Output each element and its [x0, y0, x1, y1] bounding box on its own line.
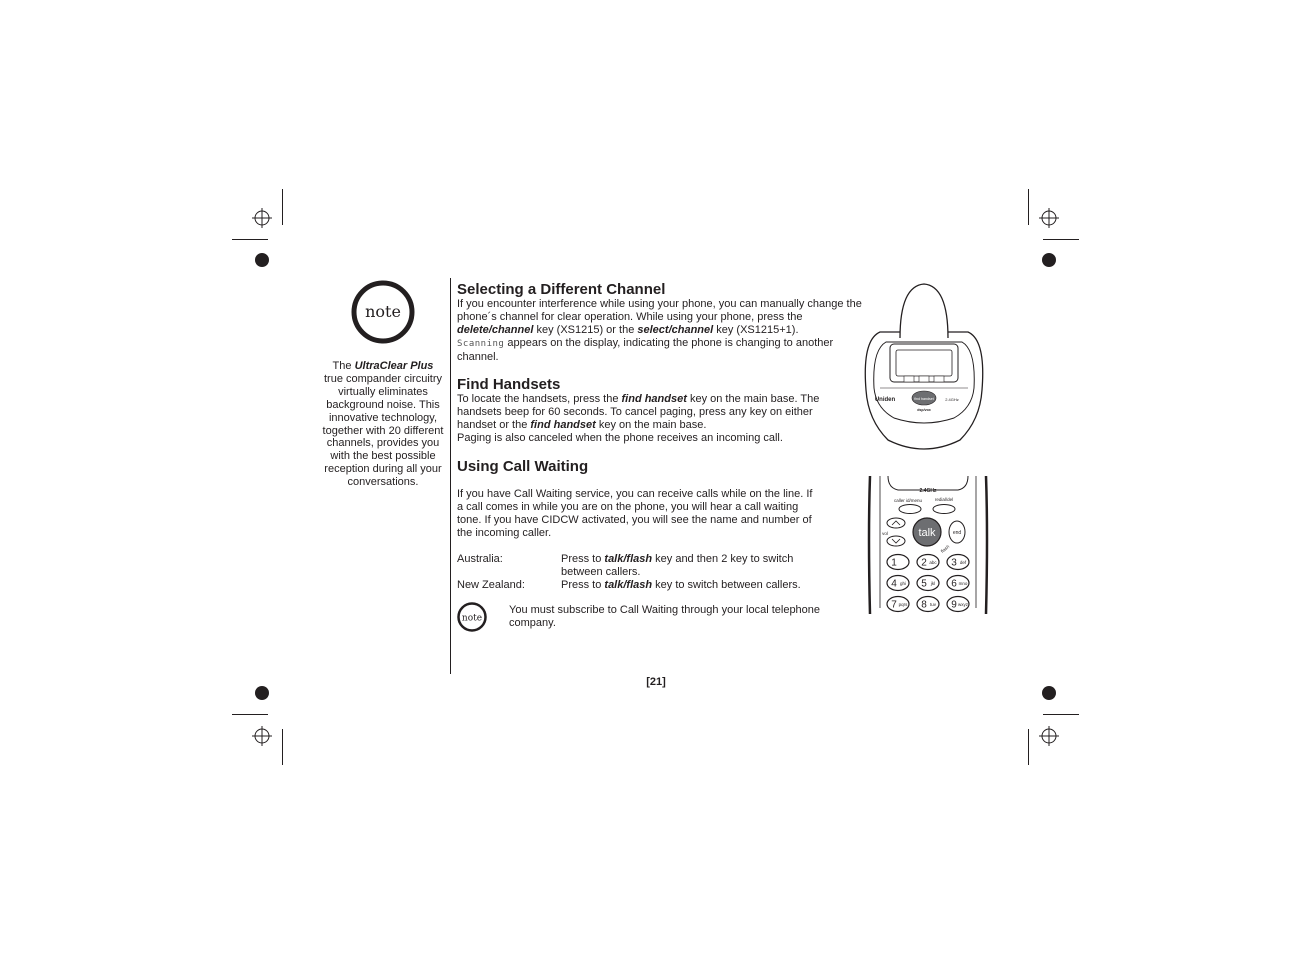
- call-waiting-intro: If you have Call Waiting service, you can receive calls while on the line. If a call comes in while you are on the phone, you will hear a call waiting tone. If you have CIDCW activated, you will see the name and number of the incoming caller.: [457, 488, 813, 539]
- column-divider: [450, 278, 451, 674]
- side-note-text: The UltraClear Plus true compander circuitry virtually eliminates background noise. This innovative technology, together with 20 different channels, provides you with the best possible reception during all your conversations.: [322, 360, 444, 489]
- country-label: Australia:: [457, 553, 503, 565]
- handset-illustration: [866, 474, 990, 616]
- registration-dot: [1042, 253, 1056, 267]
- keypad-key-letters: ghi: [899, 581, 907, 586]
- talk-key: talk: [918, 527, 936, 539]
- registration-dot: [255, 686, 269, 700]
- keypad-key-letters: def: [959, 560, 967, 565]
- keypad-key-digit: 7: [891, 599, 897, 611]
- heading-call-waiting: Using Call Waiting: [457, 458, 589, 475]
- registration-dot: [1042, 686, 1056, 700]
- crop-mark: [232, 239, 268, 240]
- keypad-key-digit: 3: [951, 557, 957, 569]
- registration-mark-icon: [1039, 208, 1059, 228]
- keypad-key-letters: pqrs: [898, 602, 908, 607]
- keypad-key-digit: 6: [951, 578, 957, 590]
- keypad-key-letters: wxyz: [958, 602, 968, 607]
- crop-mark: [282, 189, 283, 225]
- keypad-key-digit: 9: [951, 599, 957, 611]
- keypad-key-letters: abc: [929, 560, 937, 565]
- keypad-key-digit: 5: [921, 578, 927, 590]
- crop-mark: [1028, 189, 1029, 225]
- note-icon: [350, 279, 416, 345]
- lcd-display-text: Scanning: [457, 338, 505, 349]
- country-instruction: Press to talk/flash key to switch between callers.: [561, 579, 801, 591]
- country-instruction: Press to talk/flash key and then 2 key to switch between callers.: [561, 553, 794, 578]
- flash-label: flash: [939, 543, 951, 554]
- redial-key-label: redial/del: [934, 497, 954, 502]
- keypad: [887, 555, 969, 612]
- find-handsets-paragraph: To locate the handsets, press the find handset key on the main base. The handsets beep for 60 seconds. To cancel paging, press any key on either handset or the find handset key on the main base. Paging is also canceled when the phone receives an incoming call.: [457, 393, 820, 444]
- end-key-label: end: [952, 530, 962, 536]
- crop-mark: [282, 729, 283, 765]
- base-station-illustration: [860, 280, 988, 454]
- note-icon: [456, 601, 488, 633]
- registration-mark-icon: [252, 208, 272, 228]
- crop-mark: [1043, 714, 1079, 715]
- frequency-label: 2.4GHz: [919, 488, 937, 494]
- callerid-key-label: caller id/menu: [893, 498, 923, 503]
- keypad-key-digit: 1: [891, 557, 897, 569]
- registration-dot: [255, 253, 269, 267]
- keypad-key-digit: 4: [891, 578, 897, 590]
- heading-select-channel: Selecting a Different Channel: [457, 281, 666, 298]
- keypad-key-digit: 2: [921, 557, 927, 569]
- crop-mark: [1043, 239, 1079, 240]
- brand-logo: Uniden: [874, 397, 896, 403]
- subscription-note: You must subscribe to Call Waiting through your local telephone company.: [509, 604, 821, 629]
- vol-label: vol: [882, 531, 888, 536]
- keypad-key-letters: tuv: [929, 602, 937, 607]
- brand-name: UltraClear Plus: [354, 360, 434, 372]
- keypad-key-digit: 8: [921, 599, 927, 611]
- note-icon-label: note: [461, 613, 483, 624]
- country-label: New Zealand:: [457, 579, 525, 591]
- crop-mark: [1028, 729, 1029, 765]
- page-number: [21]: [646, 676, 666, 688]
- registration-mark-icon: [1039, 726, 1059, 746]
- find-handset-button: find handset: [914, 397, 934, 401]
- frequency-label: 2.4GHz: [945, 397, 959, 402]
- heading-find-handsets: Find Handsets: [457, 376, 561, 393]
- registration-mark-icon: [252, 726, 272, 746]
- keypad-key-letters: mno: [958, 581, 968, 586]
- keypad-key-letters: jkl: [930, 581, 936, 586]
- dsp-label: dsp/vox: [917, 408, 931, 412]
- channel-paragraph: If you encounter interference while using your phone, you can manually change the phone´s channel for clear operation. While using your phone, press the delete/channel key (XS1215) or the select/channel key (XS1215+1). Scanning appears on the display, indicating the phone is changing to another channel.: [457, 298, 862, 363]
- note-icon-label: note: [365, 302, 401, 321]
- crop-mark: [232, 714, 268, 715]
